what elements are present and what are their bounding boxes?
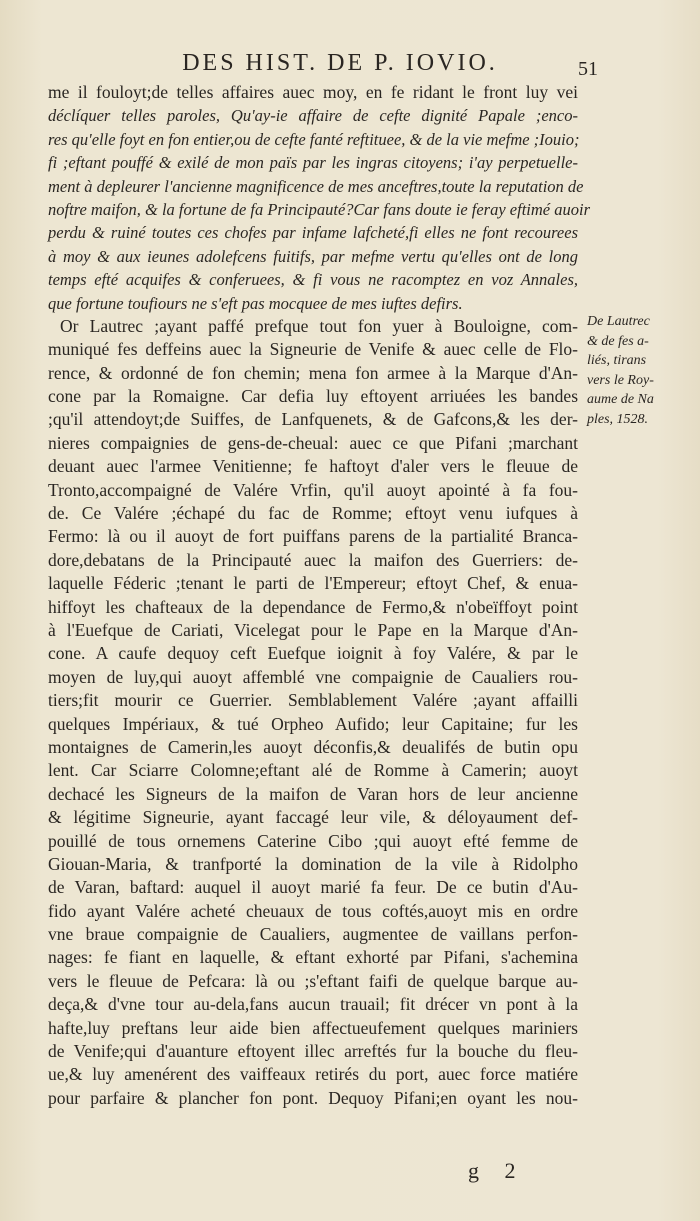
margin-note-line: De Lautrec (587, 314, 650, 329)
text-line: muniqué fes deffeins auec la Signeurie de Venife & auec celle de Flo- (48, 339, 578, 360)
text-line: ;qu'il attendoyt;de Suiffes, de Lanfquenets, & de Gafcons,& les der- (48, 409, 578, 430)
text-line: ment à depleurer l'ancienne magnificence de mes anceftres,toute la reputation de (48, 176, 584, 196)
text-line: vers le fleuue de Pefcara: là ou ;s'eftant faifi de quelque barque au- (48, 970, 578, 991)
margin-note-line: & de fes a- (587, 333, 649, 349)
text-line: temps efté acquifes & conferuees, & fi vous ne racomptez en voz Annales, (48, 270, 578, 290)
text-line: nages: fe fiant en laquelle, & eftant exhorté par Pifani, s'achemina (48, 947, 578, 968)
page-number: 51 (578, 58, 598, 80)
text-line: rence, & ordonné de fon chemin; mena fon armee à la Marque d'An- (48, 362, 578, 383)
text-line: de Venife;qui d'auanture eftoyent illec arreftés fur la bouche du fleu- (48, 1041, 578, 1062)
text-line: ue,& luy amenérent des vaiffeaux retirés du port, auec force matiére (48, 1064, 578, 1085)
text-line: fido ayant Valére acheté cheuaux de tous coftés,auoyt mis en ordre (48, 900, 578, 921)
text-line: de. Ce Valére ;échapé du fac de Romme; eftoyt venu iufques à (48, 503, 578, 524)
text-line: res qu'elle foyt en fon entier,ou de cefte fanté reftituee, & de la vie mefme ;Iouio; (48, 129, 580, 149)
text-line: deça,& d'vne tour au-dela,fans aucun trauail; fit drécer vn pont à la (48, 994, 578, 1015)
text-line: & légitime Signeurie, ayant faccagé leur vile, & déloyaument def- (48, 807, 578, 828)
text-line: quelques Impériaux, & tué Orpheo Aufido; leur Capitaine; fur les (48, 713, 578, 734)
text-line: nieres compaignies de gens-de-cheual: auec ce que Pifani ;marchant (48, 432, 578, 453)
text-line: Tronto,accompaigné de Valére Vrfin, qu'il auoyt apointé à fa fou- (48, 479, 578, 500)
signature-mark: g 2 (468, 1158, 526, 1183)
text-line: dechacé les Signeurs de la maifon de Varan hors de leur ancienne (48, 783, 578, 804)
text-line: Giouan-Maria, & tranfporté la domination de la vile à Ridolpho (48, 853, 578, 874)
text-line: pouillé de tous ornemens Caterine Cibo ;qui auoyt efté femme de (48, 830, 578, 851)
text-line: à moy & aux ieunes adolefcens fuitifs, par mefme vertu qu'elles ont de long (48, 246, 578, 266)
text-line: lent. Car Sciarre Colomne;eftant alé de Romme à Camerin; auoyt (48, 760, 578, 781)
text-line: vne braue compaignie de Caualiers, augmentee de vaillans perfon- (48, 924, 578, 945)
margin-note (587, 312, 687, 429)
margin-note-line: aume de Na (587, 392, 654, 407)
running-title: DES HIST. DE P. IOVIO. (182, 50, 498, 76)
text-line: me il fouloyt;de telles affaires auec moy, en fe ridant le front luy vei (48, 82, 578, 102)
text-line: perdu & ruiné toutes ces chofes par infame lafcheté,fi elles ne font recourees (48, 223, 578, 243)
text-line: de Varan, baftard: auquel il auoyt marié fa feur. De ce butin d'Au- (48, 877, 578, 898)
text-line: moyen de luy,qui auoyt affemblé vne compaignie de Caualiers rou- (48, 666, 578, 687)
text-line: montaignes de Camerin,les auoyt déconfis,& deualifés de butin opu (48, 736, 578, 757)
text-line: fi ;eftant pouffé & exilé de mon païs par les ingras citoyens; i'ay perpetuelle- (48, 153, 578, 173)
text-line: cone par la Romaigne. Car defia luy eftoyent arriuées les bandes (48, 386, 578, 407)
text-line: dore,debatans de la Principauté auec la maifon des Guerriers: de- (48, 549, 578, 570)
text-line: hafte,luy preftans leur aide bien affectueufement quelques mariniers (48, 1017, 578, 1038)
text-line: Or Lautrec ;ayant paffé prefque tout fon yuer à Bouloigne, com- (60, 315, 578, 336)
text-line: à l'Euefque de Cariati, Vicelegat pour le Pape en la Marque d'An- (48, 619, 578, 640)
text-line: pour parfaire & plancher fon pont. Dequoy Pifani;en oyant les nou- (48, 1087, 578, 1108)
text-line: deuant auec l'armee Venitienne; fe haftoyt d'aler vers le fleuue de (48, 456, 578, 477)
text-line: noftre maifon, & la fortune de fa Principauté?Car fans doute ie feray eftimé auoir (48, 199, 590, 219)
text-line: Fermo: là ou il auoyt de fort puiffans parens de la partialité Branca- (48, 526, 578, 547)
margin-note-line: liés, tirans (587, 353, 647, 368)
text-line: laquelle Féderic ;tenant le parti de l'Empereur; eftoyt Chef, & enua- (48, 573, 578, 594)
body-text (48, 81, 590, 1110)
text-line: que fortune toufiours ne s'eft pas mocquee de mes iuftes defirs. (48, 293, 463, 313)
text-line: tiers;fit mourir ce Guerrier. Semblablement Valére ;ayant affailli (48, 690, 578, 711)
text-line: déclíquer telles paroles, Qu'ay-ie affaire de cefte dignité Papale ;enco- (48, 106, 578, 126)
margin-note-line: ples, 1528. (587, 411, 649, 427)
margin-note-line: vers le Roy- (587, 372, 654, 388)
text-line: cone. A caufe dequoy ceft Euefque ioignit à foy Valére, & par le (48, 643, 578, 664)
text-line: hiffoyt les chafteaux de la dependance de Fermo,& n'obeïffoyt point (48, 596, 578, 617)
